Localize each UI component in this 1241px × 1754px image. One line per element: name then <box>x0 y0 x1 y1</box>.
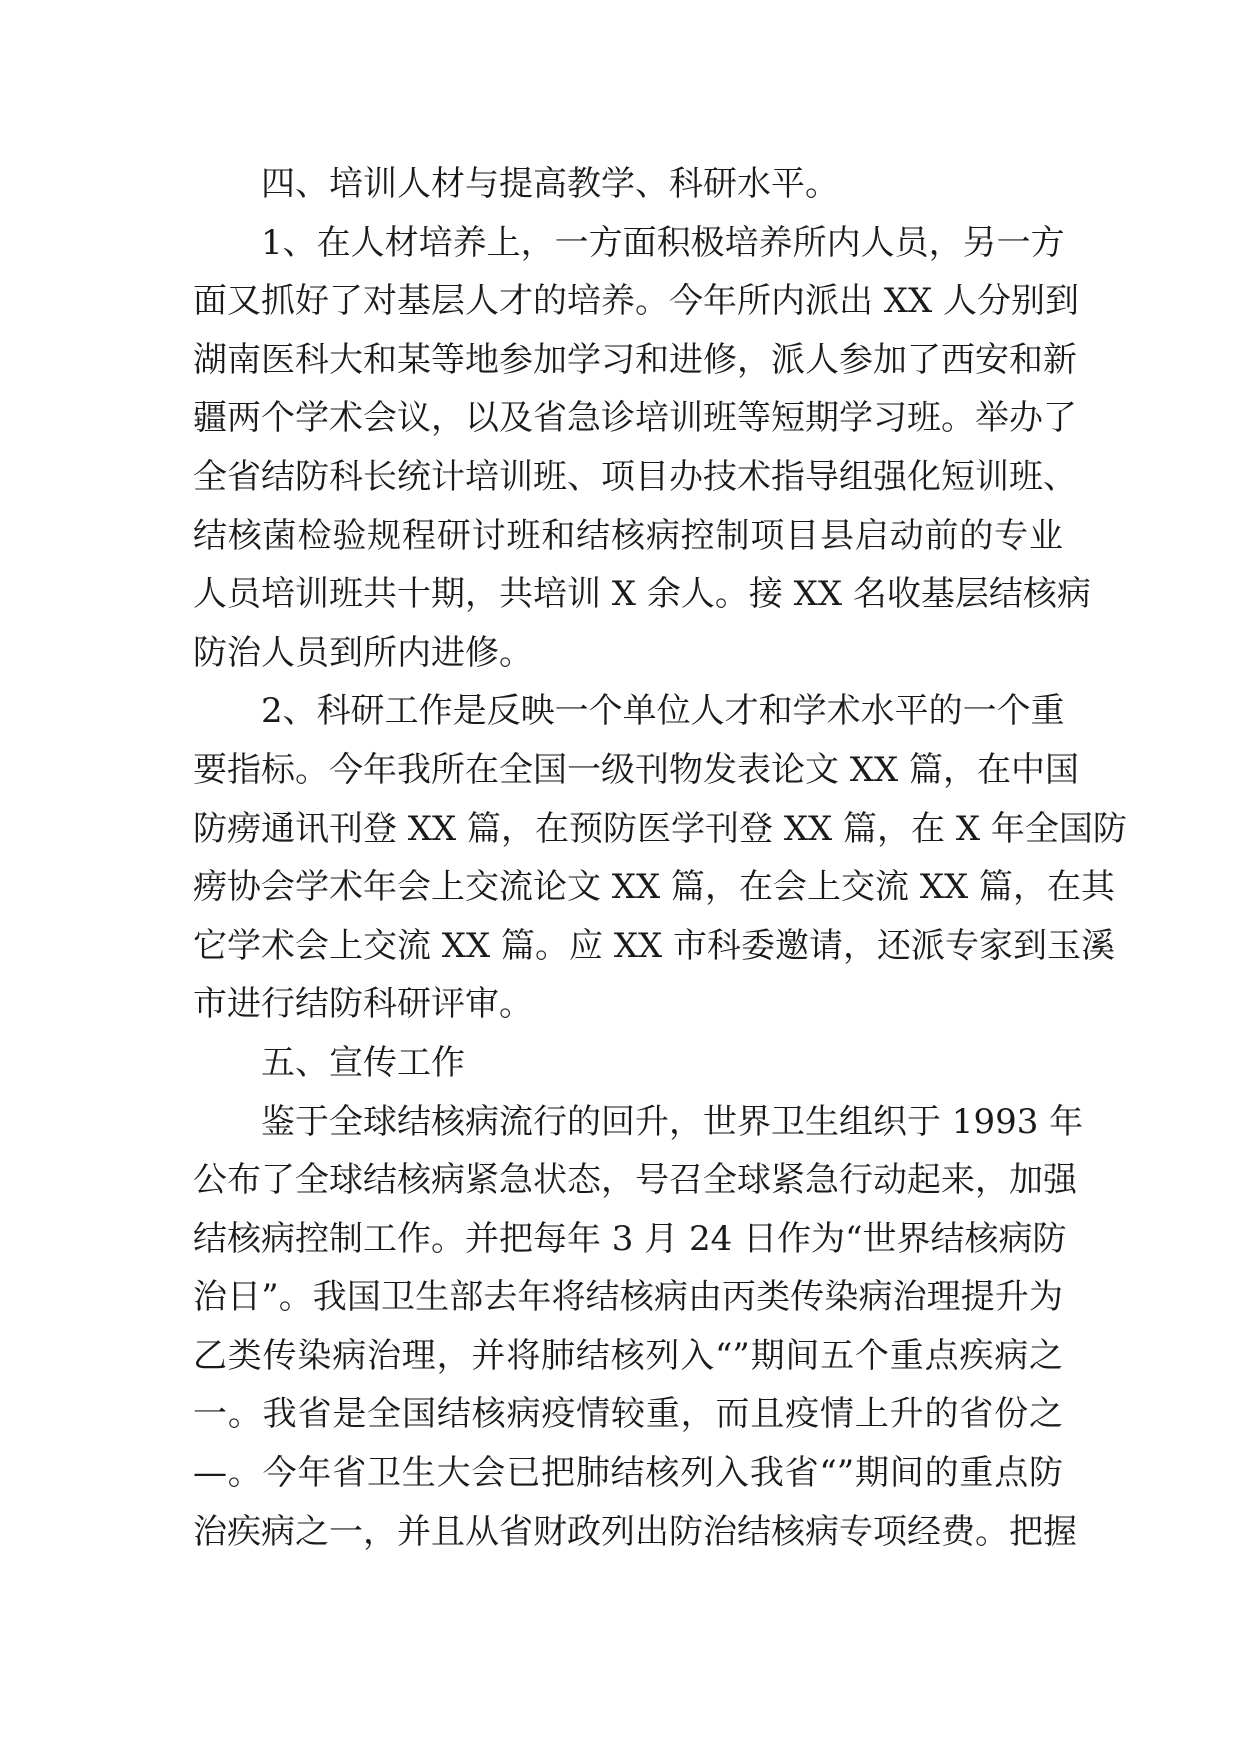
paragraph-line: 人员培训班共十期，共培训 X 余人。接 XX 名收基层结核病 <box>193 574 1091 615</box>
paragraph-line: 湖南医科大和某等地参加学习和进修，派人参加了西安和新 <box>193 339 1077 380</box>
paragraph-line: 面又抓好了对基层人才的培养。今年所内派出 XX 人分别到 <box>193 281 1080 322</box>
paragraph-line: 要指标。今年我所在全国一级刊物发表论文 XX 篇，在中国 <box>193 749 1080 790</box>
paragraph-line: 治疾病之一，并且从省财政列出防治结核病专项经费。把握 <box>193 1511 1077 1552</box>
paragraph-line: 结核病控制工作。并把每年 3 月 24 日作为“世界结核病防 <box>193 1218 1067 1259</box>
paragraph-line: 防痨通讯刊登 XX 篇，在预防医学刊登 XX 篇，在 X 年全国防 <box>193 808 1127 849</box>
paragraph-line: 公布了全球结核病紧急状态，号召全球紧急行动起来，加强 <box>193 1160 1077 1201</box>
paragraph-line: 防治人员到所内进修。 <box>193 632 533 673</box>
paragraph-line: 治日”。我国卫生部去年将结核病由丙类传染病治理提升为 <box>193 1277 1063 1318</box>
paragraph-line: 1、在人材培养上，一方面积极培养所内人员，另一方 <box>261 222 1065 263</box>
paragraph-line: 鉴于全球结核病流行的回升，世界卫生组织于 1993 年 <box>261 1101 1084 1142</box>
paragraph-line: —。今年省卫生大会已把肺结核列入我省“”期间的重点防 <box>193 1453 1063 1494</box>
paragraph-line: 一。我省是全国结核病疫情较重，而且疫情上升的省份之 <box>193 1394 1063 1435</box>
paragraph-line: 2、科研工作是反映一个单位人才和学术水平的一个重 <box>261 691 1065 732</box>
section-heading-publicity: 五、宣传工作 <box>261 1042 465 1083</box>
paragraph-line: 结核菌检验规程研讨班和结核病控制项目县启动前的专业 <box>193 515 1063 556</box>
paragraph-line: 全省结防科长统计培训班、项目办技术指导组强化短训班、 <box>193 456 1077 497</box>
paragraph-line: 疆两个学术会议，以及省急诊培训班等短期学习班。举办了 <box>193 398 1077 439</box>
paragraph-line: 乙类传染病治理，并将肺结核列入“”期间五个重点疾病之 <box>193 1335 1063 1376</box>
document-body <box>193 155 1127 1561</box>
section-heading-training: 四、培训人材与提高教学、科研水平。 <box>261 164 839 204</box>
paragraph-line: 它学术会上交流 XX 篇。应 XX 市科委邀请，还派专家到玉溪 <box>193 925 1116 966</box>
paragraph-line: 痨协会学术年会上交流论文 XX 篇，在会上交流 XX 篇，在其 <box>193 867 1116 908</box>
paragraph-line: 市进行结防科研评审。 <box>193 984 533 1025</box>
